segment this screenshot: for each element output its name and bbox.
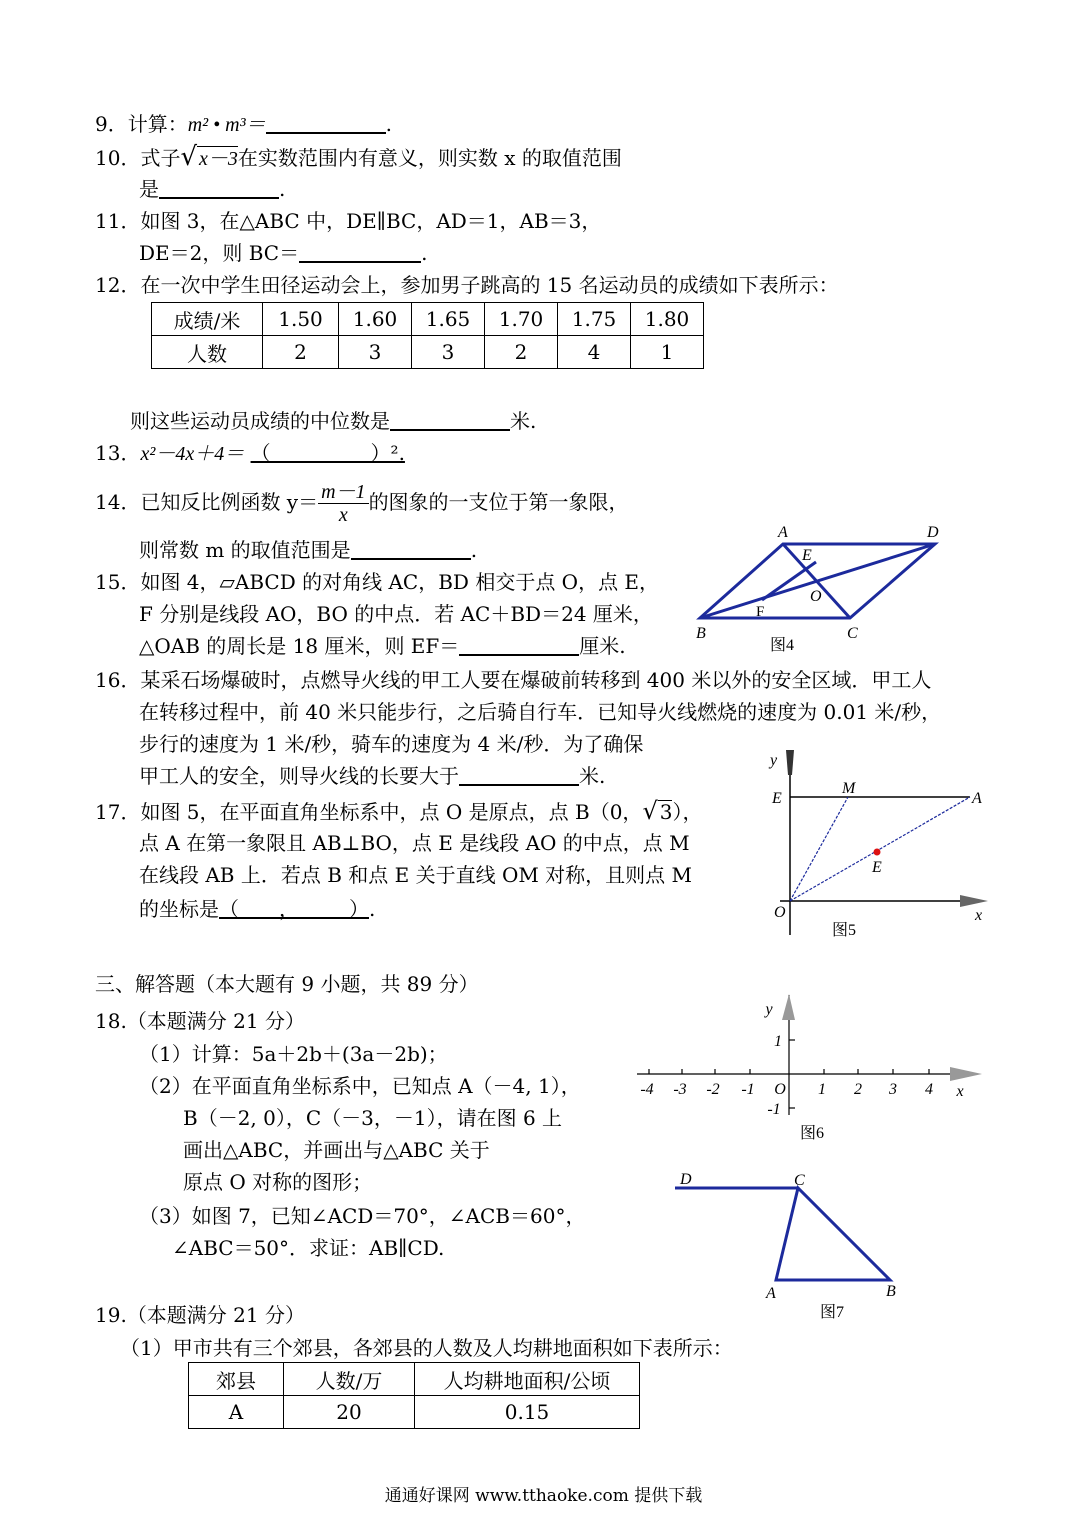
tick-label: -2 (706, 1081, 720, 1098)
table-row: 郊县 人数/万 人均耕地面积/公顷 (189, 1363, 640, 1396)
label-o: O (774, 904, 786, 921)
x-axis-arrow (950, 1067, 982, 1081)
q18-p2d: 原点 O 对称的图形； (183, 1170, 373, 1194)
q14: 14．已知反比例函数 y＝ $\frac{m-1}{x}$ 的图象的一支位于第一象限， (95, 481, 629, 526)
figure-4 (690, 520, 950, 660)
q17-line3: 在线段 AB 上．若点 B 和点 E 关于直线 OM 对称，且则点 M (139, 863, 693, 887)
section-3-title: 三、解答题（本大题有 9 小题，共 89 分） (95, 972, 479, 996)
tick-label: 2 (854, 1081, 862, 1098)
label-b: B (696, 625, 706, 642)
tick-label: 1 (818, 1081, 826, 1098)
q18-p3a: （3）如图 7，已知∠ACD＝70°，∠ACB＝60°， (139, 1204, 586, 1228)
q18-p1: （1）计算：5a＋2b＋(3a－2b)； (139, 1042, 448, 1066)
q19-table (188, 1362, 640, 1429)
fig7-caption: 图7 (820, 1304, 845, 1321)
q16-line4: 甲工人的安全，则导火线的长要大于 米. (139, 764, 606, 788)
q10: 10．式子√ x－3在实数范围内有意义，则实数 x 的取值范围 (95, 142, 622, 172)
q18-p2b: B（－2, 0），C（－3，－1），请在图 6 上 (183, 1106, 563, 1130)
tick-label: O (774, 1081, 786, 1098)
parallelogram (700, 544, 935, 618)
axis-y-label: y (765, 1001, 773, 1018)
table-row: A 20 0.15 (189, 1396, 640, 1429)
label-f: F (756, 604, 765, 620)
q17-line4: 的坐标是（ ， ）. (139, 897, 376, 921)
q12-table (151, 302, 704, 369)
q16: 16．某采石场爆破时，点燃导火线的甲工人要在爆破前转移到 400 米以外的安全区域．甲工人 (95, 668, 932, 692)
figure-7 (670, 1165, 910, 1325)
fig4-caption: 图4 (770, 637, 795, 654)
label-e-axis: E (772, 790, 782, 807)
axis-x-label: x (975, 907, 983, 924)
q9: 9．计算：m² • m³＝ . (95, 112, 392, 136)
tick-label: 3 (889, 1081, 897, 1098)
q12: 12．在一次中学生田径运动会上，参加男子跳高的 15 名运动员的成绩如下表所示： (95, 273, 839, 297)
q16-line3: 步行的速度为 1 米/秒，骑车的速度为 4 米/秒．为了确保 (139, 732, 644, 756)
figure-5 (760, 745, 995, 945)
y-axis-arrow (786, 750, 794, 775)
tick-label: -1 (767, 1101, 781, 1118)
q15-line3: △OAB 的周长是 18 厘米，则 EF＝ 厘米. (139, 634, 626, 658)
label-b: B (886, 1283, 896, 1300)
label-c: C (847, 625, 858, 642)
q17-line2: 点 A 在第一象限且 AB⊥BO，点 E 是线段 AO 的中点，点 M (139, 831, 690, 855)
label-m: M (842, 780, 856, 797)
tick-label: -3 (673, 1081, 687, 1098)
q11-line2: DE＝2，则 BC＝ . (139, 241, 428, 265)
triangle-abc (776, 1188, 890, 1280)
axis-y-label: y (770, 752, 778, 769)
q11: 11．如图 3，在△ABC 中，DE∥BC，AD＝1，AB＝3， (95, 209, 602, 233)
label-a: A (972, 790, 982, 807)
table-row: 成绩/米 1.50 1.60 1.65 1.70 1.75 1.80 (152, 303, 704, 336)
q15: 15．如图 4，▱ABCD 的对角线 AC，BD 相交于点 O，点 E， (95, 570, 660, 594)
label-e: E (802, 547, 812, 564)
figure-6 (632, 990, 987, 1140)
tick-label: 4 (925, 1081, 933, 1098)
q15-line2: F 分别是线段 AO，BO 的中点．若 AC＋BD＝24 厘米， (139, 602, 653, 626)
q18-p2c: 画出△ABC，并画出与△ABC 关于 (183, 1138, 490, 1162)
q19-p1: （1）甲市共有三个郊县，各郊县的人数及人均耕地面积如下表所示： (120, 1336, 733, 1360)
q12-after: 则这些运动员成绩的中位数是 米. (130, 409, 537, 433)
label-d: D (927, 524, 939, 541)
x-axis-arrow (960, 895, 988, 907)
tick-label: -4 (640, 1081, 654, 1098)
label-e-mid: E (872, 859, 882, 876)
q16-line2: 在转移过程中，前 40 米只能步行，之后骑自行车．已知导火线燃烧的速度为 0.01 米/秒， (139, 700, 942, 724)
label-a: A (778, 524, 788, 541)
point-e (874, 849, 881, 856)
axis-x-label: x (956, 1083, 964, 1100)
q14-line2: 则常数 m 的取值范围是 . (139, 538, 478, 562)
q10-line2: 是 . (139, 177, 286, 201)
tick-label: -1 (741, 1081, 755, 1098)
q18-p3b: ∠ABC＝50°．求证：AB∥CD. (172, 1236, 445, 1260)
tick-label: 1 (774, 1033, 782, 1050)
label-a: A (766, 1285, 776, 1302)
label-o: O (810, 588, 822, 605)
table-row: 人数 2 3 3 2 4 1 (152, 336, 704, 369)
fig6-caption: 图6 (800, 1125, 825, 1142)
q18-p2a: （2）在平面直角坐标系中，已知点 A（－4, 1）， (139, 1074, 581, 1098)
label-c: C (794, 1172, 805, 1189)
footer: 通通好课网 www.tthaoke.com 提供下载 (384, 1486, 703, 1506)
q17: 17．如图 5，在平面直角坐标系中，点 O 是原点，点 B（0，√ 3）， (95, 797, 703, 825)
label-d: D (680, 1171, 692, 1188)
q18: 18.（本题满分 21 分） (95, 1009, 305, 1033)
fig5-caption: 图5 (832, 922, 857, 939)
q13: 13．x²－4x＋4＝ （ ）². (95, 441, 405, 465)
q19: 19.（本题满分 21 分） (95, 1303, 305, 1327)
y-axis-arrow (782, 994, 795, 1020)
